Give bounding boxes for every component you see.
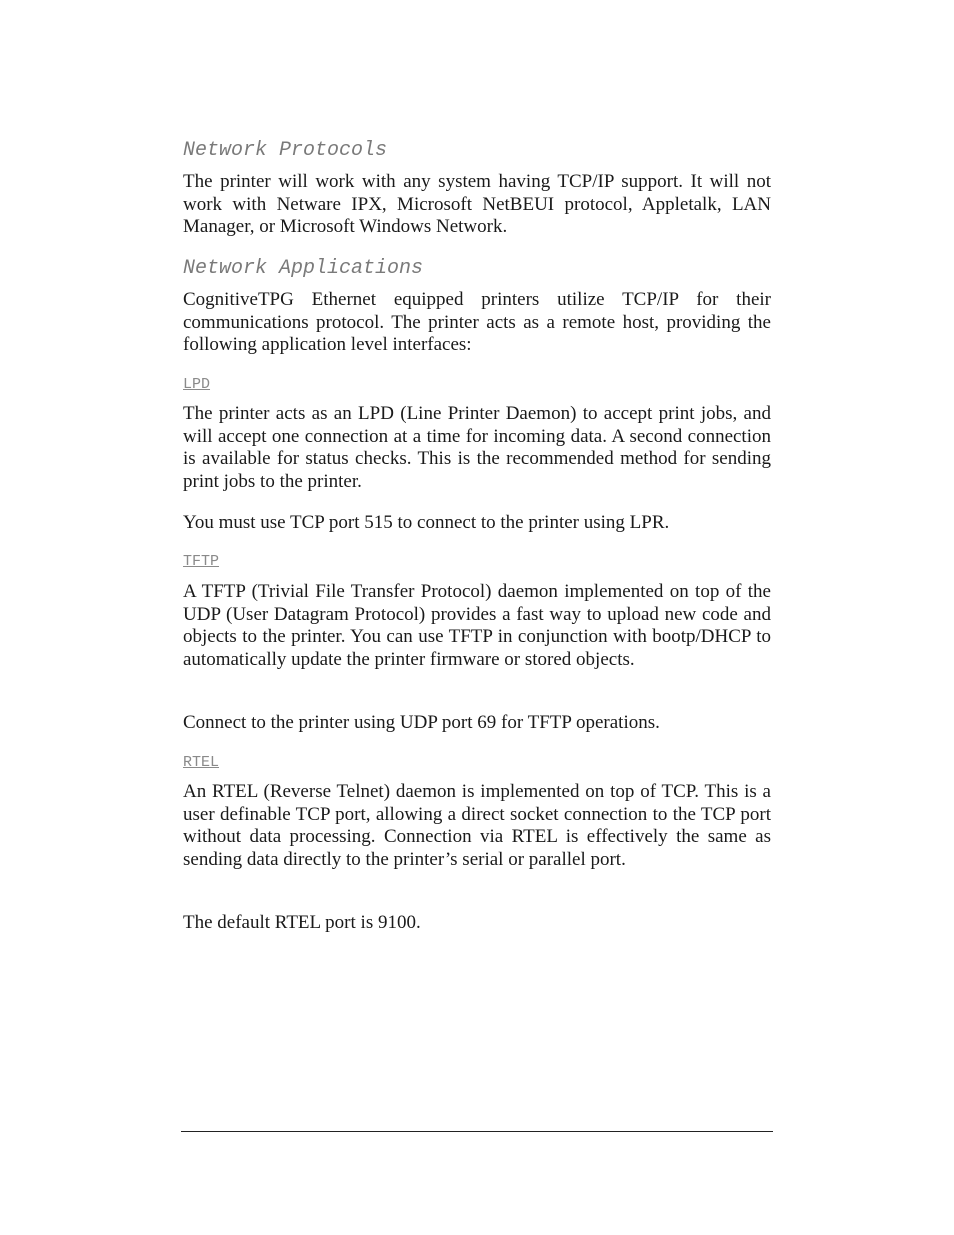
network-protocols-heading: Network Protocols [183,139,388,162]
tftp-heading: TFTP [183,553,220,570]
network-applications-heading: Network Applications [183,257,424,280]
rtel-paragraph: An RTEL (Reverse Telnet) daemon is implemented on top of TCP. This is a user definable TCP port, allowing a direct socket connection to the TCP port without data processing. Connection via RTEL is effectively the same as sending data directly to the printer’s serial or parallel port. [183,781,771,870]
footer-divider [181,1131,773,1132]
tftp-port-note: Connect to the printer using UDP port 69 for TFTP operations. [183,712,660,733]
rtel-heading: RTEL [183,754,220,771]
network-protocols-paragraph: The printer will work with any system having TCP/IP support. It will not work with Netware IPX, Microsoft NetBEUI protocol, Appletalk, LAN Manager, or Microsoft Windows Network. [183,171,771,238]
lpd-paragraph: The printer acts as an LPD (Line Printer Daemon) to accept print jobs, and will accept one connection at a time for incoming data. A second connection is available for status checks. This is the recommended method for sending print jobs to the printer. [183,403,771,492]
lpd-heading: LPD [183,376,211,393]
network-applications-paragraph: CognitiveTPG Ethernet equipped printers utilize TCP/IP for their communications protocol. The printer acts as a remote host, providing the following application level interfaces: [183,289,771,356]
lpd-port-note: You must use TCP port 515 to connect to the printer using LPR. [183,512,670,533]
tftp-paragraph: A TFTP (Trivial File Transfer Protocol) daemon implemented on top of the UDP (User Datagram Protocol) provides a fast way to upload new code and objects to the printer. You can use TFTP in conjunction with bootp/DHCP to automatically update the printer firmware or stored objects. [183,581,771,670]
rtel-port-note: The default RTEL port is 9100. [183,912,421,933]
